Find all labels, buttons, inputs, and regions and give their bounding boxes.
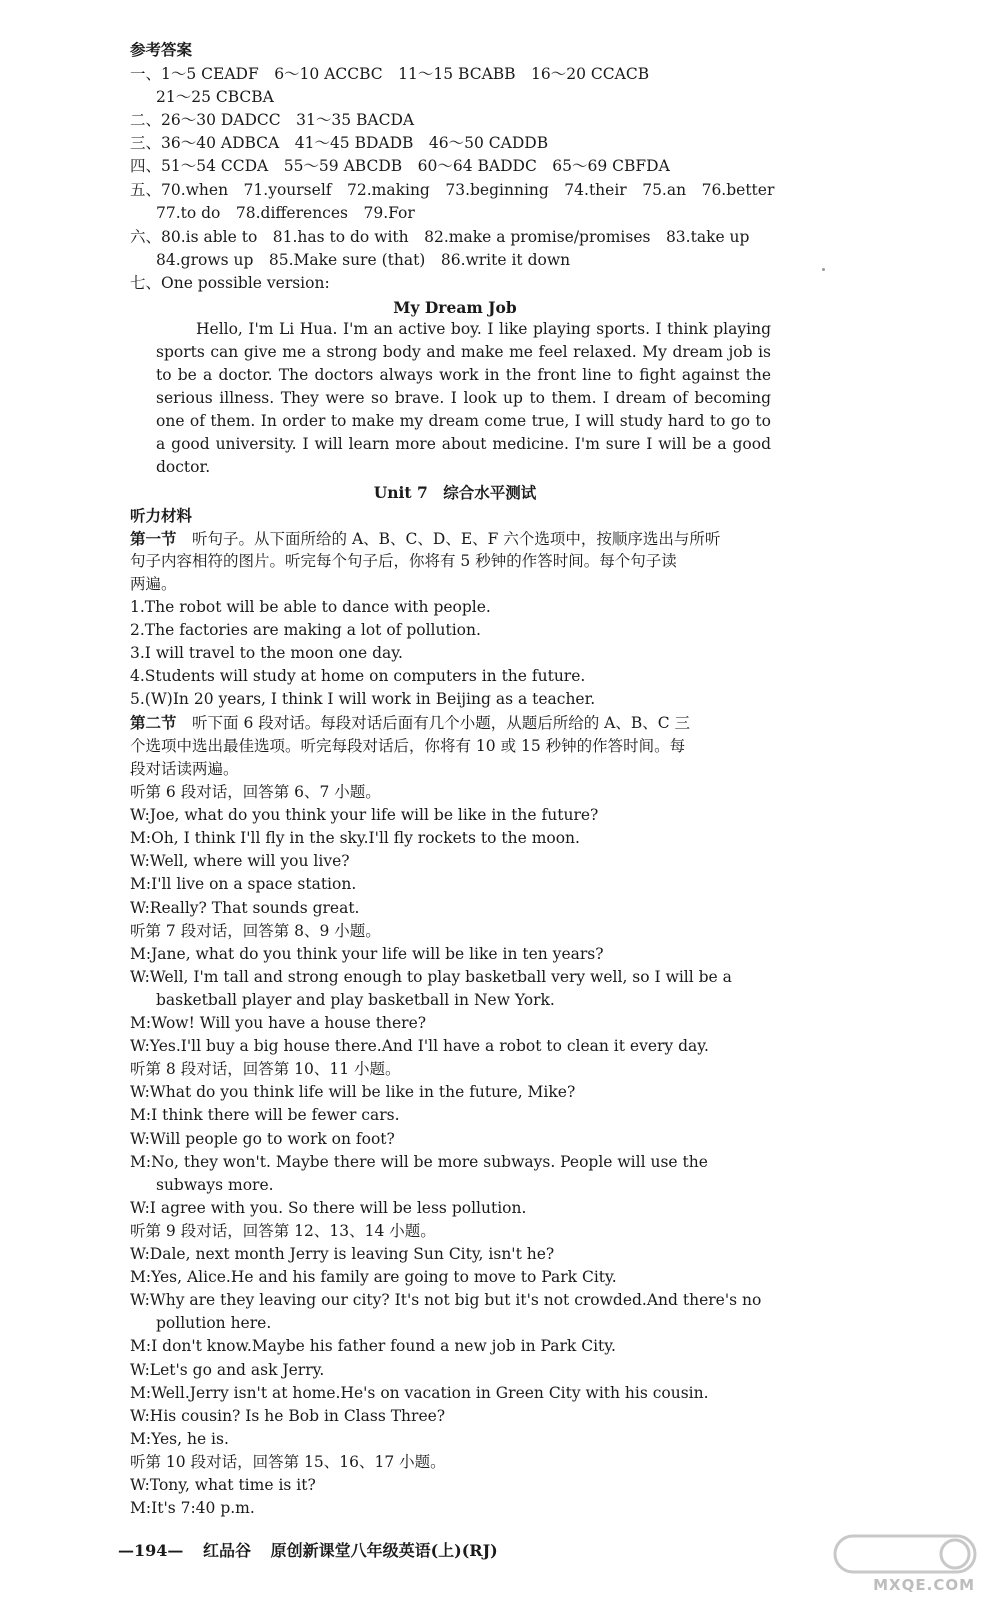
dialogue-line: W:What do you think life will be like in the future, Mike? (130, 1083, 576, 1101)
dialogue-line: M:Wow! Will you have a house there? (130, 1014, 427, 1032)
essay-title: My Dream Job (393, 298, 517, 317)
part2-instruction (130, 711, 780, 735)
dialogue-line: W:Joe, what do you think your life will be like in the future? (130, 806, 599, 824)
site-watermark (831, 1530, 981, 1594)
answer-line: 77.to do 78.differences 79.For (156, 204, 415, 222)
answer-line: 84.grows up 85.Make sure (that) 86.write it down (156, 251, 571, 269)
part2-instruction-cont: 个选项中选出最佳选项。听完每段对话后，你将有 10 或 15 秒钟的作答时间。每 (130, 737, 686, 755)
sentence-2: 2.The factories are making a lot of pollution. (130, 621, 481, 639)
dialogue-line: M:It's 7:40 p.m. (130, 1499, 255, 1517)
brand-name: 红品谷 (202, 1541, 251, 1560)
page-footer (118, 1538, 512, 1561)
answer-line: 四、51～54 CCDA 55～59 ABCDB 60～64 BADDC 65～69 CBFDA (130, 157, 670, 175)
dialogue-line: 听第 7 段对话，回答第 8、9 小题。 (130, 922, 381, 940)
answer-line: 三、36～40 ADBCA 41～45 BDADB 46～50 CADDB (130, 134, 549, 152)
answers-title: 参考答案 (130, 40, 193, 59)
answer-line: 21～25 CBCBA (156, 88, 274, 106)
dialogue-line: 听第 8 段对话，回答第 10、11 小题。 (130, 1060, 401, 1078)
part2-instruction-text: 听下面 6 段对话。每段对话后面有几个小题，从题后所给的 A、B、C 三 (192, 714, 691, 732)
dialogue-line: W:Really? That sounds great. (130, 899, 360, 917)
dialogue-line: W:Yes.I'll buy a big house there.And I'll have a robot to clean it every day. (130, 1037, 709, 1055)
part2-label: 第二节 (130, 713, 177, 732)
book-title: 原创新课堂八年级英语(上)(RJ) (270, 1541, 498, 1560)
part1-instruction-text: 听句子。从下面所给的 A、B、C、D、E、F 六个选项中，按顺序选出与所听 (192, 530, 721, 548)
dialogue-line: M:Oh, I think I'll fly in the sky.I'll fly rockets to the moon. (130, 829, 580, 847)
dialogue-line: basketball player and play basketball in New York. (156, 991, 555, 1009)
dialogue-line: M:I think there will be fewer cars. (130, 1106, 400, 1124)
unit-title: Unit 7 综合水平测试 (373, 483, 537, 502)
dialogue-line: W:Well, I'm tall and strong enough to play basketball very well, so I will be a (130, 968, 732, 986)
stray-dot (822, 268, 825, 271)
dialogue-line: W:Will people go to work on foot? (130, 1130, 395, 1148)
dialogue-line: 听第 10 段对话，回答第 15、16、17 小题。 (130, 1453, 446, 1471)
dialogue-line: M:I don't know.Maybe his father found a new job in Park City. (130, 1337, 616, 1355)
dialogue-line: M:Well.Jerry isn't at home.He's on vacation in Green City with his cousin. (130, 1384, 709, 1402)
part2-instruction-cont: 段对话读两遍。 (130, 760, 239, 778)
dialogue-line: W:Let's go and ask Jerry. (130, 1361, 325, 1379)
answer-line: 二、26～30 DADCC 31～35 BACDA (130, 111, 415, 129)
sentence-1: 1.The robot will be able to dance with people. (130, 598, 491, 616)
part1-instruction-cont: 两遍。 (130, 575, 177, 593)
dialogue-line: 听第 6 段对话，回答第 6、7 小题。 (130, 783, 381, 801)
part1-label: 第一节 (130, 529, 177, 548)
dialogue-line: subways more. (156, 1176, 274, 1194)
dialogue-line: W:I agree with you. So there will be less pollution. (130, 1199, 527, 1217)
dialogue-line: M:I'll live on a space station. (130, 875, 357, 893)
watermark-logo-icon (831, 1530, 981, 1578)
dialogue-line: W:His cousin? Is he Bob in Class Three? (130, 1407, 446, 1425)
dialogue-line: W:Dale, next month Jerry is leaving Sun City, isn't he? (130, 1245, 555, 1263)
part1-instruction-cont: 句子内容相符的图片。听完每个句子后，你将有 5 秒钟的作答时间。每个句子读 (130, 552, 677, 570)
sentence-4: 4.Students will study at home on computers in the future. (130, 667, 586, 685)
page-number: —194— (118, 1541, 184, 1560)
dialogue-line: M:Jane, what do you think your life will be like in ten years? (130, 945, 604, 963)
answer-line: 六、80.is able to 81.has to do with 82.make a promise/promises 83.take up (130, 228, 750, 246)
answer-line: 七、One possible version: (130, 274, 330, 292)
answer-line: 一、1～5 CEADF 6～10 ACCBC 11～15 BCABB 16～20 CCACB (130, 65, 650, 83)
answer-line: 五、70.when 71.yourself 72.making 73.beginning 74.their 75.an 76.better (130, 181, 775, 199)
section-label: 听力材料 (130, 506, 193, 525)
watermark-text: MXQE.COM (873, 1576, 975, 1594)
sentence-3: 3.I will travel to the moon one day. (130, 644, 403, 662)
dialogue-line: M:No, they won't. Maybe there will be more subways. People will use the (130, 1153, 708, 1171)
part1-instruction (130, 527, 780, 551)
essay-body: Hello, I'm Li Hua. I'm an active boy. I like playing sports. I think playing sports can give me a strong body and make me feel relaxed. My dream job is to be a doctor. The doctors always work in the front line to fight against the serious illness. They were so brave. I look up to them. I dream of becoming one of them. In order to make my dream come true, I will study hard to go to a good university. I will learn more about medicine. I'm sure I will be a good doctor. (156, 320, 771, 476)
dialogue-line: M:Yes, he is. (130, 1430, 229, 1448)
dialogue-line: 听第 9 段对话，回答第 12、13、14 小题。 (130, 1222, 436, 1240)
dialogue-line: W:Tony, what time is it? (130, 1476, 316, 1494)
dialogue-line: pollution here. (156, 1314, 272, 1332)
dialogue-line: M:Yes, Alice.He and his family are going to move to Park City. (130, 1268, 617, 1286)
dialogue-line: W:Why are they leaving our city? It's not big but it's not crowded.And there's no (130, 1291, 762, 1309)
sentence-5: 5.(W)In 20 years, I think I will work in Beijing as a teacher. (130, 690, 596, 708)
dialogue-line: W:Well, where will you live? (130, 852, 350, 870)
